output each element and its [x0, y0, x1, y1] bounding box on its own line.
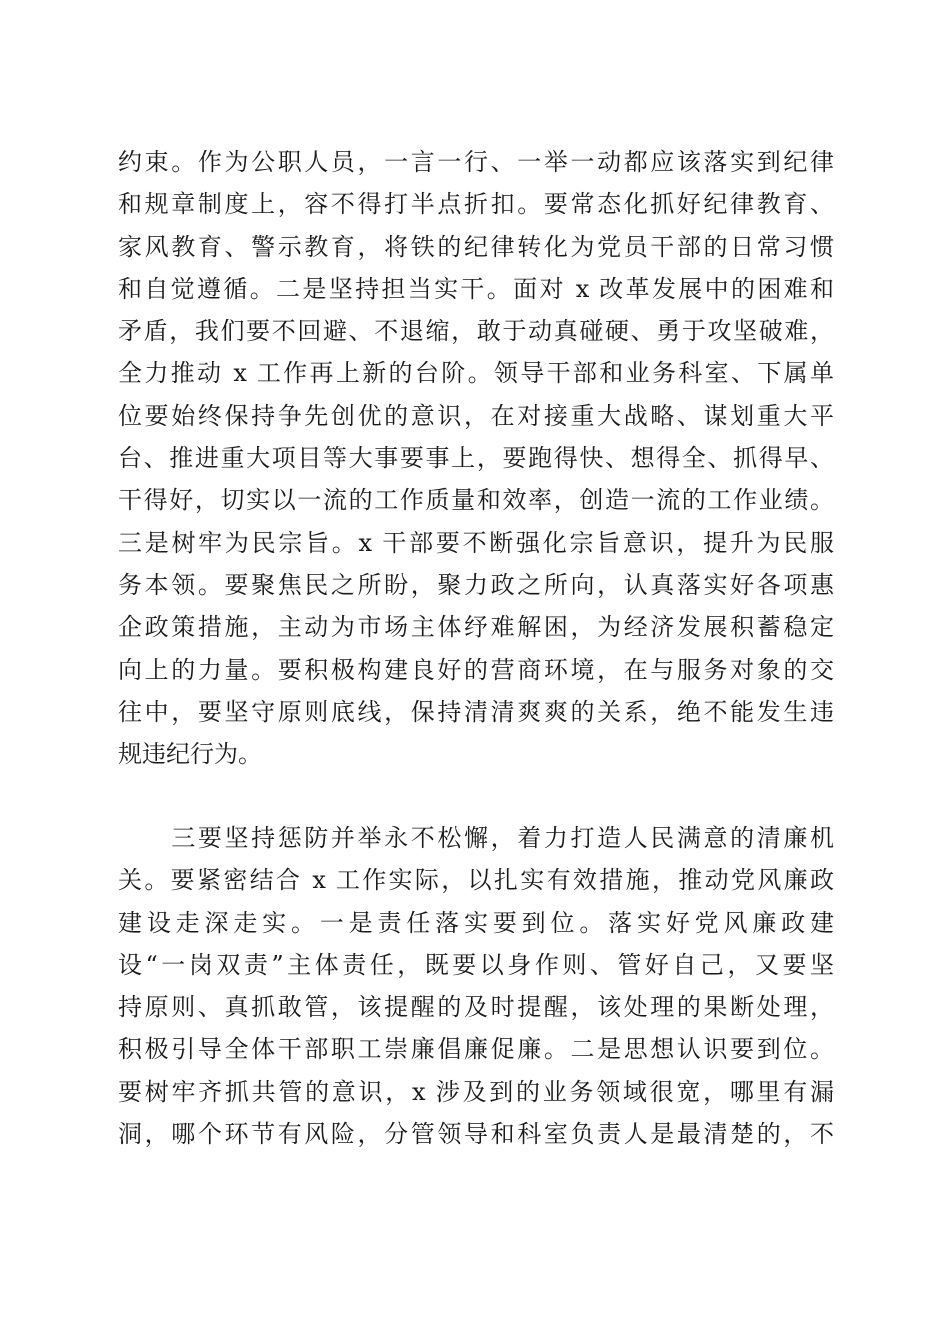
text-line: 企政策措施，主动为市场主体纾难解困，为经济发展积蓄稳定 — [118, 613, 834, 642]
text-line: 台、推进重大项目等大事要事上，要跑得快、想得全、抓得早、 — [118, 444, 834, 473]
text-line: 和规章制度上，容不得打半点折扣。要常态化抓好纪律教育、 — [118, 190, 834, 219]
text-line: 三是树牢为民宗旨。x 干部要不断强化宗旨意识，提升为民服 — [118, 528, 834, 557]
text-line: 和自觉遵循。二是坚持担当实干。面对 x 改革发展中的困难和 — [118, 274, 834, 303]
text-line: 洞，哪个环节有风险，分管领导和科室负责人是最清楚的，不 — [118, 1120, 834, 1149]
text-line: 关。要紧密结合 x 工作实际，以扎实有效措施，推动党风廉政 — [118, 866, 834, 895]
text-line: 全力推动 x 工作再上新的台阶。领导干部和业务科室、下属单 — [118, 359, 834, 388]
text-line: 三要坚持惩防并举永不松懈，着力打造人民满意的清廉机 — [118, 824, 834, 852]
paragraph-1 — [118, 141, 834, 775]
text-line: 约束。作为公职人员，一言一行、一举一动都应该落实到纪律 — [118, 148, 834, 176]
text-line: 规违纪行为。 — [118, 740, 262, 769]
text-line: 位要始终保持争先创优的意识，在对接重大战略、谋划重大平 — [118, 401, 834, 430]
text-line: 往中，要坚守原则底线，保持清清爽爽的关系，绝不能发生违 — [118, 697, 834, 726]
text-line: 持原则、真抓敢管，该提醒的及时提醒，该处理的果断处理， — [118, 993, 834, 1022]
text-line: 家风教育、警示教育，将铁的纪律转化为党员干部的日常习惯 — [118, 232, 834, 261]
text-line: 向上的力量。要积极构建良好的营商环境，在与服务对象的交 — [118, 655, 834, 684]
text-line: 干得好，切实以一流的工作质量和效率，创造一流的工作业绩。 — [118, 486, 834, 515]
text-line: 建设走深走实。一是责任落实要到位。落实好党风廉政建 — [118, 908, 834, 937]
text-line: 要树牢齐抓共管的意识，x 涉及到的业务领域很宽，哪里有漏 — [118, 1077, 834, 1106]
text-line: 矛盾，我们要不回避、不退缩，敢于动真碰硬、勇于攻坚破难， — [118, 317, 834, 346]
paragraph-2 — [118, 817, 834, 1155]
text-line: 积极引导全体干部职工崇廉倡廉促廉。二是思想认识要到位。 — [118, 1035, 834, 1064]
text-line: 设“一岗双责”主体责任，既要以身作则、管好自己，又要坚 — [118, 950, 834, 979]
text-line: 务本领。要聚焦民之所盼，聚力政之所向，认真落实好各项惠 — [118, 570, 834, 599]
